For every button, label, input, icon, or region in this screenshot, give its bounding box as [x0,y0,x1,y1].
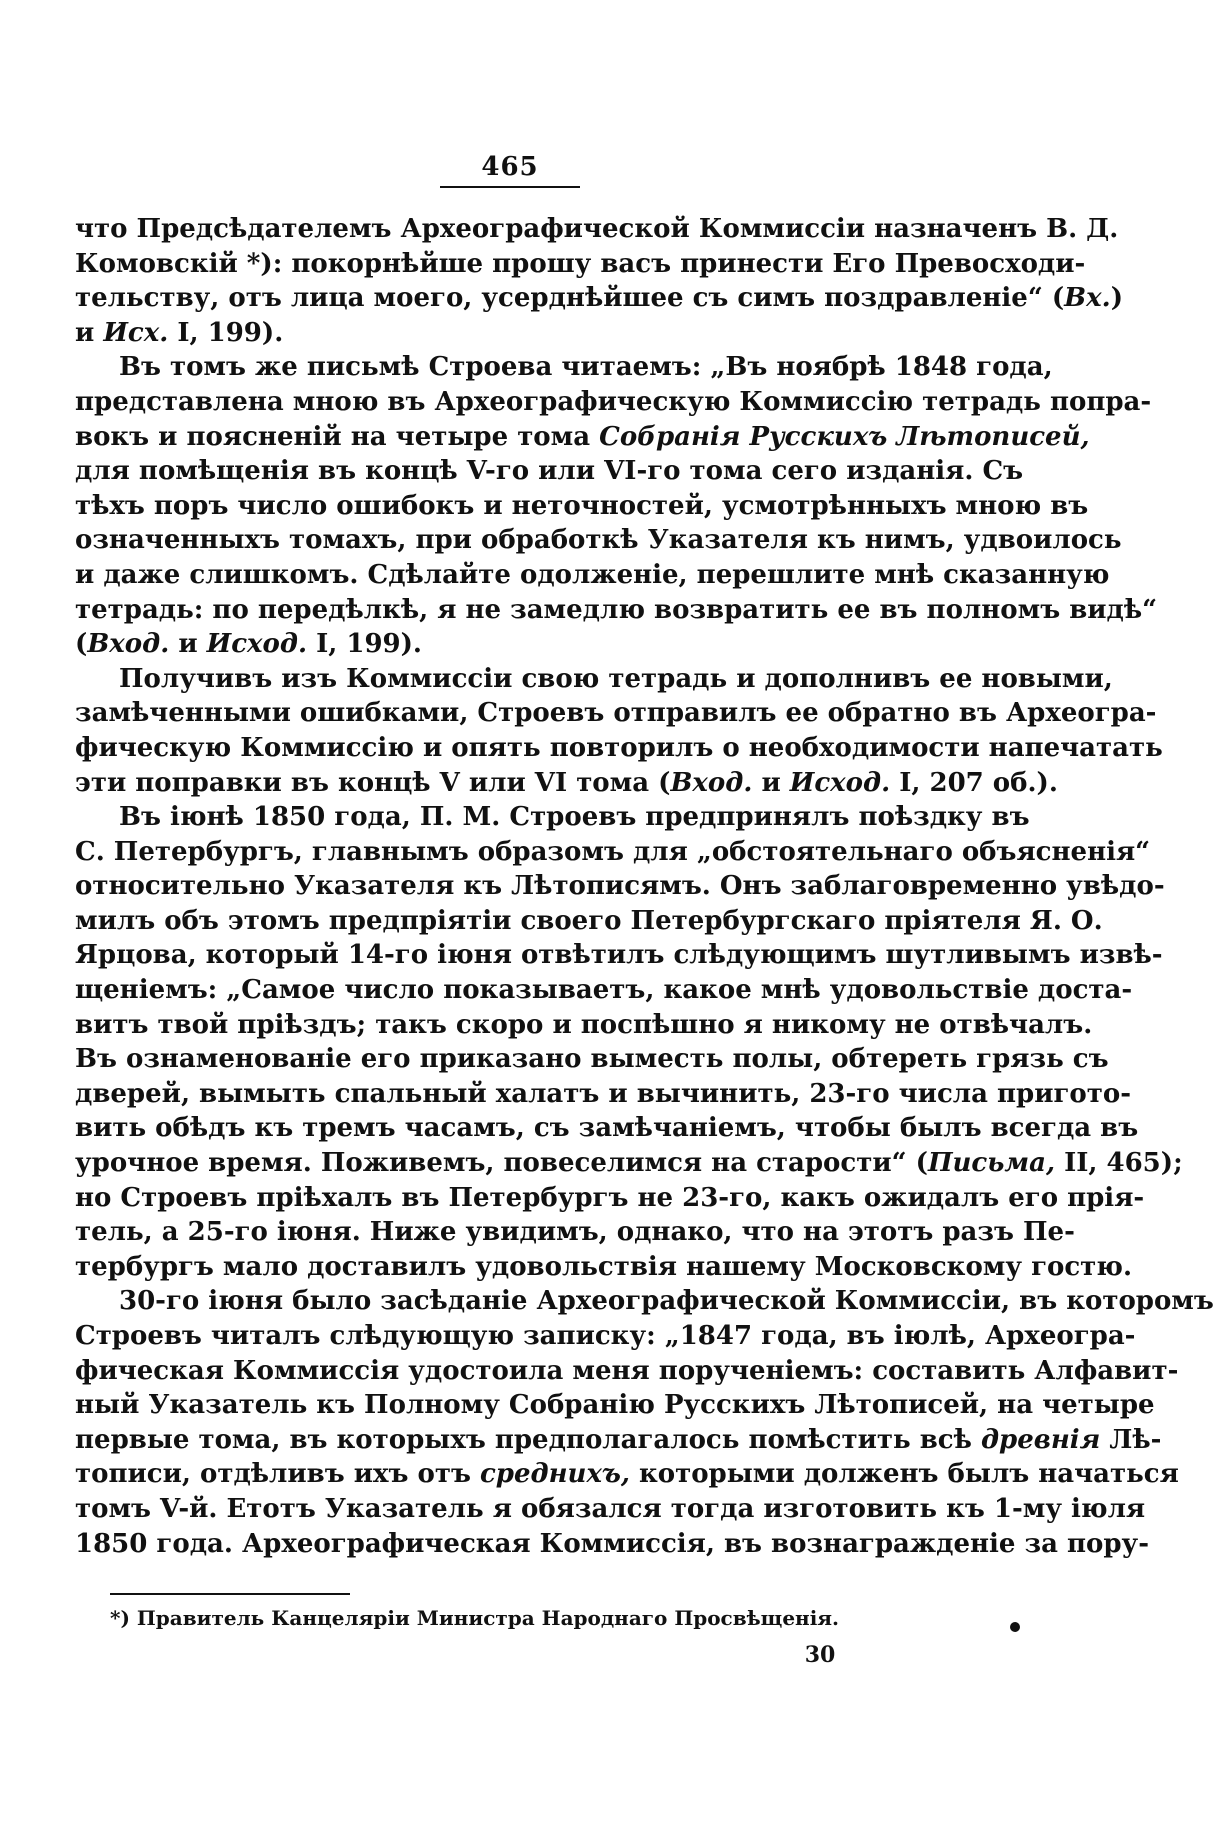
text-line: фическая Коммиссія удостоила меня порученіемъ: составить Алфавит- [75,1355,1179,1386]
text-line: тѣхъ поръ число ошибокъ и неточностей, усмотрѣнныхъ мною въ [75,490,1089,521]
text-line: милъ объ этомъ предпріятіи своего Петербургскаго пріятеля Я. О. [75,905,1103,936]
text-line: первые тома, въ которыхъ предполагалось помѣстить всѣ древнія Лѣ- [75,1424,1162,1455]
signature-mark: 30 [804,1642,836,1668]
header-rule [440,186,580,188]
text-line: тельству, отъ лица моего, усерднѣйшее съ симъ поздравленіе“ (Вх.) [75,283,1123,314]
text-line: Ярцова, который 14-го іюня отвѣтилъ слѣдующимъ шутливымъ извѣ- [75,940,1163,971]
text-line: дверей, вымыть спальный халатъ и вычинить, 23-го числа пригото- [75,1078,1132,1109]
text-line: для помѣщенія въ концѣ V-го или VI-го тома сего изданія. Съ [75,456,1024,487]
text-line: вить обѣдъ къ тремъ часамъ, съ замѣчаніемъ, чтобы былъ всегда въ [75,1113,1139,1144]
page-number: 465 [481,152,539,182]
text-line: тописи, отдѣливъ ихъ отъ среднихъ, которыми долженъ былъ начаться [75,1459,1179,1490]
print-speck [1010,1622,1020,1632]
text-line: щеніемъ: „Самое число показываетъ, какое мнѣ удовольствіе доста- [75,975,1133,1006]
text-line: тетрадь: по передѣлкѣ, я не замедлю возвратить ее въ полномъ видѣ“ [75,594,1158,625]
text-line: замѣченными ошибками, Строевъ отправилъ ее обратно въ Археогра- [75,698,1157,729]
text-line: Строевъ читалъ слѣдующую записку: „1847 года, въ іюлѣ, Археогра- [75,1321,1136,1351]
text-line: и даже слишкомъ. Сдѣлайте одолженіе, перешлите мнѣ сказанную [75,559,1110,590]
text-line: 30-го іюня было засѣданіе Археографической Коммиссіи, въ которомъ [119,1286,1214,1317]
text-line: витъ твой пріѣздъ; такъ скоро и поспѣшно я никому не отвѣчалъ. [75,1009,1093,1040]
text-line: означенныхъ томахъ, при обработкѣ Указателя къ нимъ, удвоилось [75,525,1122,556]
text-line: Комовскій *): покорнѣйше прошу васъ принести Его Превосходи- [75,248,1086,279]
text-line: С. Петербургъ, главнымъ образомъ для „обстоятельнаго объясненія“ [75,836,1151,867]
text-line: урочное время. Поживемъ, повеселимся на старости“ (Письма, II, 465); [75,1148,1183,1179]
footnote: *) Правитель Канцеляріи Министра Народнаго Просвѣщенія. [110,1606,840,1630]
text-line: но Строевъ пріѣхалъ въ Петербургъ не 23-го, какъ ожидалъ его прія- [75,1182,1145,1213]
text-line: тель, а 25-го іюня. Ниже увидимъ, однако, что на этотъ разъ Пе- [75,1217,1075,1248]
text-line: Въ томъ же письмѣ Строева читаемъ: „Въ ноябрѣ 1848 года, [119,352,1053,383]
text-line: Въ іюнѣ 1850 года, П. М. Строевъ предпринялъ поѣздку въ [119,802,1030,833]
text-line: что Предсѣдателемъ Археографической Коммиссіи назначенъ В. Д. [75,214,1119,244]
text-line: эти поправки въ концѣ V или VI тома (Вход. и Исход. I, 207 об.). [75,767,1058,798]
text-line: томъ V-й. Етотъ Указатель я обязался тогда изготовить къ 1-му іюля [75,1493,1146,1524]
text-line: 1850 года. Археографическая Коммиссія, въ вознагражденіе за пору- [75,1528,1149,1559]
text-line: представлена мною въ Археографическую Коммиссію тетрадь попра- [75,386,1152,417]
text-line: Получивъ изъ Коммиссіи свою тетрадь и дополнивъ ее новыми, [119,663,1113,694]
text-line: тербургъ мало доставилъ удовольствія нашему Московскому гостю. [75,1251,1132,1282]
text-line: вокъ и поясненій на четыре тома Собранія Русскихъ Лѣтописей, [75,421,1090,452]
text-line: (Вход. и Исход. I, 199). [75,629,422,660]
text-line: Въ ознаменованіе его приказано выместь полы, обтереть грязь съ [75,1044,1109,1075]
text-line: фическую Коммиссію и опять повторилъ о необходимости напечатать [75,732,1163,763]
text-line: ный Указатель къ Полному Собранію Русскихъ Лѣтописей, на четыре [75,1390,1155,1421]
footnote-rule [110,1593,350,1595]
text-line: и Исх. I, 199). [75,317,284,348]
text-line: относительно Указателя къ Лѣтописямъ. Онъ заблаговременно увѣдо- [75,871,1165,902]
body-text [75,212,1214,1561]
